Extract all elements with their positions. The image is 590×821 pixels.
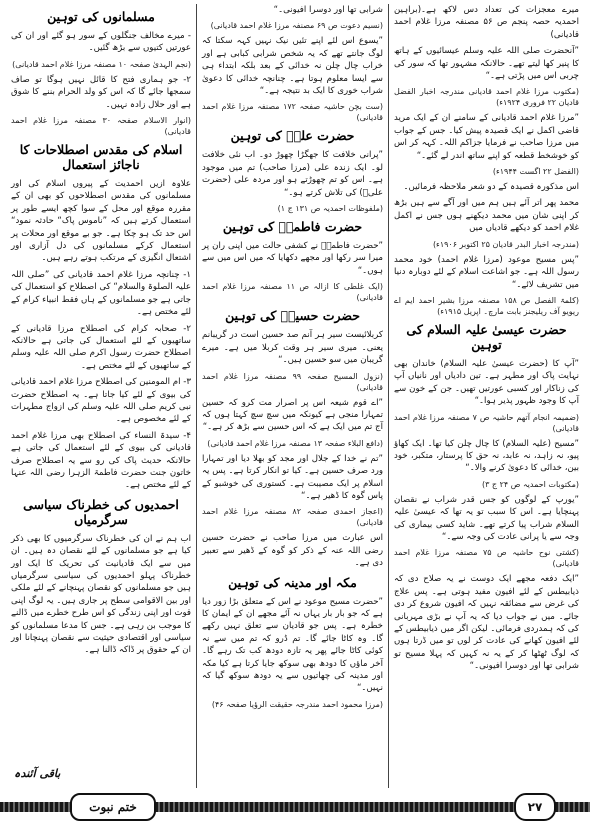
magazine-logo: ختم نبوت (70, 793, 156, 821)
section-heading: حضرت عیسیٰ علیہ السلام کی توہین (406, 321, 567, 352)
column-left (6, 4, 196, 788)
section-heading: حضرت فاطمہؓ کی توہین (222, 219, 363, 235)
paragraph: ”مرزا غلام احمد قادیانی کے سامنے ان کے ایک مرید قاضی اکمل نے ایک قصیدہ پیش کیا۔ جس کے جواب میں مرزا صاحب نے فرمایا جزاکم اللہ۔ کہہ کر اس کو خوشخط قطعہ کو اپنے ساتھ اندر لے گئے۔“ (394, 113, 579, 161)
page-footer (0, 790, 590, 818)
citation: (انوار الاسلام صفحہ ۳۰ مصنفہ مرزا غلام احمد قادیانی) (11, 116, 192, 137)
citation: (مکتوبات احمدیہ ص ۲۴ ج ۳) (481, 479, 579, 489)
continued-signature: باقی آئندہ (14, 767, 61, 780)
column-middle (196, 4, 388, 788)
paragraph: ”حضرت فاطمہؓ نے کشفی حالت میں اپنی ران پر میرا سر رکھا اور مجھے دکھایا کہ میں اس میں سے ہوں۔“ (202, 241, 383, 276)
paragraph: ”آنحضرت صلی اللہ علیہ وسلم عیسائیوں کے ہاتھ کا پنیر کھا لیتے تھے۔ حالانکہ مشہور تھا کہ سور کی چربی اس میں پڑتی ہے۔“ (394, 46, 579, 82)
paragraph: میرے معجزات کی تعداد دس لاکھ ہے۔(براہین احمدیہ حصہ پنجم ص ۵۶ مصنفہ مرزا غلام احمد قادیانی) (394, 5, 579, 40)
citation: (ملفوظات احمدیہ ص ۱۳۱ ج ۱) (277, 204, 383, 214)
citation: (ست بچن حاشیہ صفحہ ۱۷۲ مصنفہ مرزا غلام احمد قادیانی) (202, 102, 383, 123)
citation: (کلمۃ الفصل ص ۱۵۸ مصنفہ مرزا بشیر احمد ایم اے ریویو آف ریلیجنز بابت مارچ۔ اپریل ۱۹۱۵ء) (394, 295, 579, 316)
paragraph: ”حضرت مسیح موعود نے اس کے متعلق بڑا زور دیا ہے کہ جو بار بار یہاں نہ آئے مجھے ان کے ایمان کا خطرہ ہے۔ پس جو قادیان سے تعلق نہیں رکھے گا۔ وہ کاٹا جائے گا۔ تم ڈرو کہ تم میں سے نہ کوئی کاٹا جائے پھر یہ تازہ دودھ کب تک رہے گا۔ آخر ماؤں کا دودھ بھی سوکھ جایا کرتا ہے کیا مکہ اور مدینہ کی چھاتیوں سے یہ دودھ سوکھ گیا کہ نہیں۔“ (202, 596, 383, 694)
paragraph: ۲- جو ہماری فتح کا قائل نہیں ہوگا تو صاف سمجھا جائے گا کہ اس کو ولد الحرام بننے کا شوق ہے اور حلال زادہ نہیں۔ (11, 74, 191, 110)
citation: (ایک غلطی کا ازالہ ص ۱۱ مصنفہ مرزا غلام احمد قادیانی) (202, 282, 383, 303)
section-heading: مکہ اور مدینہ کی توہین (228, 574, 357, 590)
paragraph: محمد پھر اتر آئے ہیں ہم میں اور آگے سے ہیں بڑھ کر اپنی شان میں محمد دیکھنے ہوں جس نے اکمل غلام احمد کو دیکھے قادیاں میں (394, 198, 579, 234)
paragraph: ”یورپ کے لوگوں کو جس قدر شراب نے نقصان پہنچایا ہے۔ اس کا سبب تو یہ تھا کہ عیسیٰ علیہ السلام شراب پیا کرتے تھے۔ شاید کسی بیماری کی وجہ سے یا پرانی عادت کی وجہ سے۔“ (394, 494, 579, 542)
paragraph: ”مسیح (علیہ السلام) کا چال چلن کیا تھا۔ ایک کھاؤ پیو، نہ زاہد، نہ عابد، نہ حق کا پرستار، متکبر، خود بین، خدائی کا دعویٰ کرنے والا۔“ (394, 438, 579, 474)
citation: (ضمیمہ انجام آتھم حاشیہ ص ۷ مصنفہ مرزا غلام احمد قادیانی) (394, 412, 579, 433)
paragraph: ”اے قوم شیعہ اس پر اصرار مت کرو کہ حسین تمہارا منجی ہے کیونکہ میں سچ سچ کہتا ہوں کہ آج تم میں ایک ہے کہ اس حسین سے بڑھ کر ہے۔“ (202, 397, 383, 433)
paragraph: ۱- چنانچہ مرزا غلام احمد قادیانی کی ”صلی اللہ علیہ الصلوۃ والسلام“ کی اصطلاح کو استعمال کی جاتی ہے جو مسلمانوں کے ہاں فقط انبیاء کرام کے لئے مختص ہے۔ (11, 269, 191, 318)
citation: (مندرجہ اخبار البدر قادیان ۲۵ اکتوبر ۱۹۰۶ء) (432, 239, 579, 249)
paragraph: ۳- ام المومنین کی اصطلاح مرزا غلام احمد قادیانی کی بیوی کے لئے کیا جاتا ہے۔ یہ اصطلاح حضرت نبی کریم صلی اللہ علیہ وسلم کی ازواج مطہرات کے لئے مخصوص ہے۔ (11, 377, 191, 425)
paragraph: ”یسوع اس لئے اپنے تئیں نیک نہیں کہہ سکتا کہ لوگ جانتے تھے کہ یہ شخص شرابی کبابی ہے اور خراب چال چلن نہ خدائی کے بعد بلکہ ابتداء ہی سے ایسا معلوم ہوتا ہے۔ چنانچہ خدائی کا دعویٰ شراب خوری کا ایک بد نتیجہ ہے۔“ (202, 36, 383, 97)
paragraph: ۲- صحابہ کرام کی اصطلاح مرزا قادیانی کے ساتھیوں کے لئے استعمال کی جاتی ہے حالانکہ اصطلاح حضرت رسول اکرم صلی اللہ علیہ وسلم کے ساتھیوں کے لئے مختص ہے۔ (11, 323, 191, 371)
paragraph: علاوہ ازیں احمدیت کے پیروں اسلام کی اور مسلمانوں کی مقدس اصطلاحوں کو بھی ان کے مقررہ موقع اور محل کے سوا کچھ ایسے طور پر استعمال کرتے ہیں کہ ”ناموس پاک“ حادثہ نمود“ اس حد تک ہو چکا ہے۔ جو بے موقع اور محلات پر استعمال کرکے مسلمانوں کی دل آزاری اور اشتعال انگیزی کے مرتکب ہوتے رہے ہیں۔ (11, 179, 191, 264)
paragraph: شرابی تھا اور دوسرا افیونی۔“ (273, 5, 383, 15)
paragraph: ”پرانی خلافت کا جھگڑا چھوڑ دو۔ اب نئی خلافت لو۔ ایک زندہ علی (مرزا صاحب) تم میں موجود ہے۔ اس کو تم چھوڑتے ہو اور مردہ علی (حضرت علیؓ) کی تلاش کرتے ہو۔“ (202, 150, 383, 198)
citation: (اعجاز احمدی صفحہ ۸۲ مصنفہ مرزا غلام احمد قادیانی) (202, 507, 384, 528)
section-heading: حضرت حسینؓ کی توہین (225, 308, 360, 324)
citation: (دافع البلاء صفحہ ۱۳ مصنفہ مرزا غلام احمد قادیانی) (207, 438, 383, 448)
paragraph: اب ہم نے ان کی خطرناک سرگرمیوں کا بھی ذکر کیا ہے جو مسلمانوں کے لئے نقصان دہ ہیں۔ ان میں سے ایک قادیانیت کی تحریک کا ایک اور خطرناک پہلو احمدیوں کی سیاسی سرگرمیاں ہیں جو مسلمانوں کو نقصان پہنچانے کے لئے ملکی اور بین الاقوامی سطح پر جاری ہیں۔ یہ لوگ اپنی قوت اور اپنی زندگی کو اس طرح خطرے میں ڈالنے کا موجب بن رہی ہے۔ جس کا مدعا مسلمانوں کو سیاسی اور اقتصادی حیثیت سے نقصان پہنچانا اور ان کے حقوق پر ڈاکہ ڈالنا ہے۔ (11, 533, 191, 656)
section-heading: احمدیوں کی خطرناک سیاسی سرگرمیاں (23, 496, 179, 527)
columns (6, 4, 584, 788)
page-number: ۲۷ (514, 793, 556, 821)
paragraph: اس عبارت میں مرزا صاحب نے حضرت حسین رضی اللہ عنہ کے ذکر کو گوہ کے ڈھیر سے تعبیر دی ہے۔ (202, 533, 383, 569)
paragraph: - میرے مخالف جنگلوں کے سور ہو گئے اور ان کی عورتیں کتیوں سے بڑھ گئیں۔ (11, 31, 191, 54)
citation: (نزول المسیح صفحہ ۹۹ مصنفہ مرزا غلام احمد قادیانی) (202, 371, 383, 392)
citation: (مکتوب مرزا غلام احمد قادیانی مندرجہ اخبار الفضل قادیان ۲۲ فروری ۱۹۲۴ء) (394, 87, 579, 108)
section-heading: حضرت علیؓ کی توہین (230, 128, 355, 144)
citation: (نسیم دعوت ص ۶۹ مصنفہ مرزا غلام احمد قادیانی) (210, 21, 383, 31)
column-right (388, 4, 584, 788)
paragraph: اس مذکورہ قصیدہ کے دو شعر ملاحظہ فرمائیں۔ (403, 182, 579, 193)
citation: (مرزا محمود احمد مندرجہ حقیقت الرؤیا صفحہ ۴۶) (211, 699, 383, 709)
citation: (کشتی نوح حاشیہ ص ۷۵ مصنفہ مرزا غلام احمد قادیانی) (394, 548, 579, 569)
citation: (نجم الہدیٰ صفحہ ۱۰ مصنفہ مرزا غلام احمد قادیانی) (12, 59, 191, 69)
paragraph: ”تم نے خدا کے جلال اور مجد کو بھلا دیا اور تمہارا ورد صرف حسین ہے۔ کیا تو انکار کرتا ہے۔ پس یہ اسلام پر ایک مصیبت ہے۔ کستوری کی خوشبو کے پاس گوہ کا ڈھیر ہے۔“ (202, 453, 383, 501)
citation: (الفضل ۲۲ اگست ۱۹۴۴ء) (492, 167, 579, 177)
paragraph: ”پس مسیح موعود (مرزا غلام احمد) خود محمد رسول اللہ ہے۔ جو اشاعت اسلام کے لئے دوبارہ دنیا میں تشریف لائے۔“ (394, 254, 579, 290)
paragraph: ۴- سیدۃ النساء کی اصطلاح بھی مرزا غلام احمد قادیانی کی بیوی کے لئے استعمال کی جاتی ہے حالانکہ حدیث پاک کی رو سے یہ اصطلاح صرف خاتون جنت حضرت فاطمۃ الزہرا رضی اللہ عنہا کے لئے مختص ہے۔ (11, 430, 191, 491)
paragraph: ”آپ کا (حضرت عیسیٰ علیہ السلام) خاندان بھی نہایت پاک اور مطہر ہے۔ تین دادیاں اور نانیاں آپ کی زناکار اور کسبی عورتیں تھیں۔ جن کے خون سے آپ کا وجود ظہور پذیر ہوا۔“ (394, 358, 579, 407)
paragraph: کربلائیست سیر ہر آنم صد حسین است در گریبانم یعنی۔ میری سیر ہر وقت کربلا میں ہے۔ میرے گریبان میں سو حسین ہیں۔“ (202, 330, 383, 366)
section-heading: مسلمانوں کی توہین (47, 9, 155, 24)
paragraph: ”ایک دفعہ مجھے ایک دوست نے یہ صلاح دی کہ ذیابیطس کے لئے افیون مفید ہوتی ہے۔ پس علاج کی غرض سے مضائقہ نہیں کہ افیون شروع کر دی جائے۔ میں نے جواب دیا کہ یہ آپ نے بڑی مہربانی کی کہ ہمدردی فرمائی۔ لیکن اگر میں ذیابیطس کے لئے افیون کھانے کی عادت کر لوں تو میں ڈرتا ہوں کہ لوگ ٹھٹھا کر کے یہ نہ کہیں کہ پہلا مسیح تو شرابی تھا اور دوسرا افیونی۔“ (394, 574, 579, 672)
column-left-body (11, 9, 191, 657)
section-heading: اسلام کی مقدس اصطلاحات کا ناجائز استعمال (19, 142, 183, 173)
